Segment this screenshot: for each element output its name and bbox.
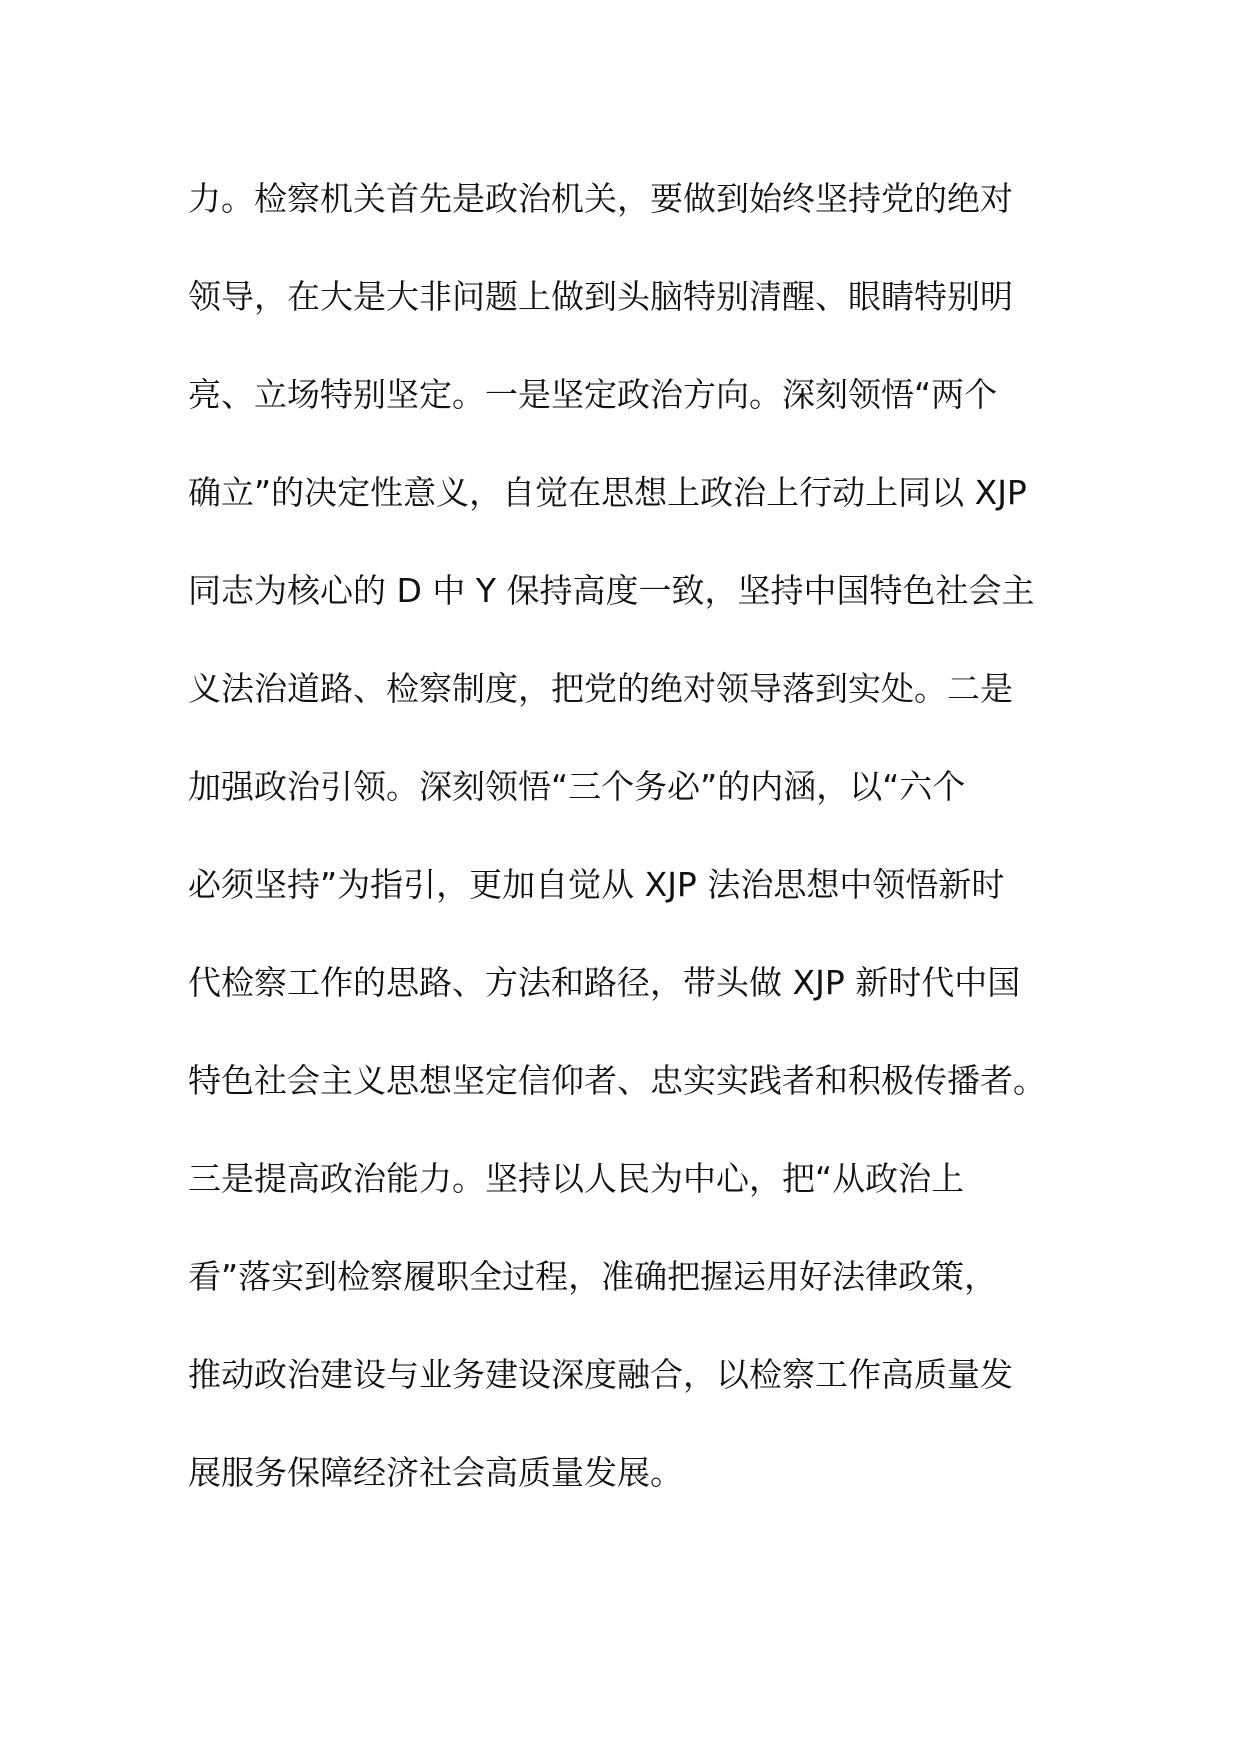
text-line: 三是提高政治能力。坚持以人民为中心，把“从政治上: [188, 1159, 965, 1198]
text-line: 力。检察机关首先是政治机关，要做到始终坚持党的绝对: [188, 179, 1013, 218]
text-line: 领导，在大是大非问题上做到头脑特别清醒、眼睛特别明: [188, 277, 1013, 316]
text-line: 展服务保障经济社会高质量发展。: [188, 1453, 683, 1492]
text-line: 看”落实到检察履职全过程，准确把握运用好法律政策，: [188, 1257, 998, 1296]
body-paragraph: [188, 166, 1068, 1538]
text-line: 特色社会主义思想坚定信仰者、忠实实践者和积极传播者。: [188, 1061, 1046, 1100]
text-line: 必须坚持”为指引，更加自觉从 XJP 法治思想中领悟新时: [188, 865, 1005, 904]
text-line: 同志为核心的 D 中 Y 保持高度一致，坚持中国特色社会主: [188, 571, 1035, 610]
text-line: 加强政治引领。深刻领悟“三个务必”的内涵，以“六个: [188, 767, 966, 806]
text-line: 亮、立场特别坚定。一是坚定政治方向。深刻领悟“两个: [188, 375, 998, 414]
text-line: 代检察工作的思路、方法和路径，带头做 XJP 新时代中国: [188, 963, 1021, 1002]
text-line: 确立”的决定性意义，自觉在思想上政治上行动上同以 XJP: [188, 473, 1027, 512]
text-line: 推动政治建设与业务建设深度融合，以检察工作高质量发: [188, 1355, 1013, 1394]
text-line: 义法治道路、检察制度，把党的绝对领导落到实处。二是: [188, 669, 1013, 708]
